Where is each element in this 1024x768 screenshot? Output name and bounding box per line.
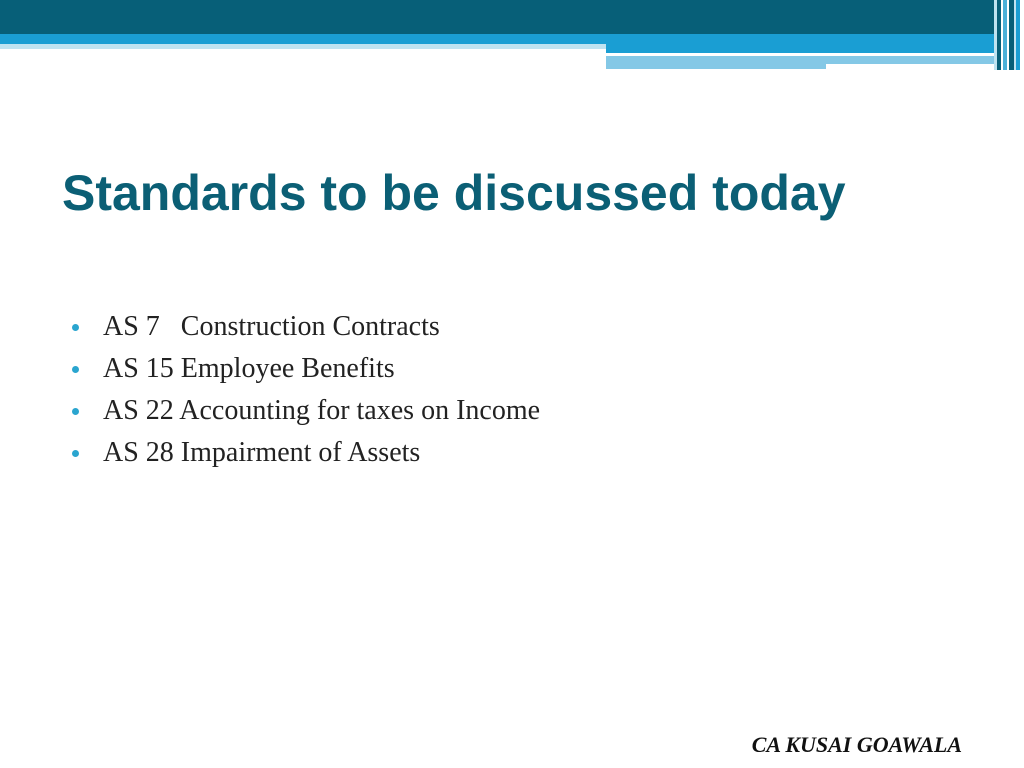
footer-author: CA KUSAI GOAWALA (751, 732, 962, 757)
list-item (72, 432, 540, 474)
header-band-pale-left (0, 44, 606, 49)
bullet-dot-icon (72, 450, 79, 457)
bullet-dot-icon (72, 324, 79, 331)
list-item (72, 306, 540, 348)
list-item-text: AS 7 Construction Contracts (103, 311, 440, 342)
bullet-dot-icon (72, 408, 79, 415)
header-band-light-right (606, 34, 1024, 53)
header-band-pale-right-lower (606, 64, 826, 69)
header-band-pale-right (606, 56, 1024, 64)
slide-title: Standards to be discussed today (62, 165, 846, 221)
bullet-list (72, 306, 540, 474)
list-item (72, 348, 540, 390)
list-item-text: AS 22 Accounting for taxes on Income (103, 395, 541, 426)
bullet-dot-icon (72, 366, 79, 373)
header-band-dark (0, 0, 1024, 34)
list-item (72, 390, 540, 432)
header-stripes-decoration (994, 0, 1024, 70)
list-item-text: AS 28 Impairment of Assets (103, 437, 421, 468)
list-item-text: AS 15 Employee Benefits (103, 353, 395, 384)
header-band-light-left (0, 34, 606, 44)
